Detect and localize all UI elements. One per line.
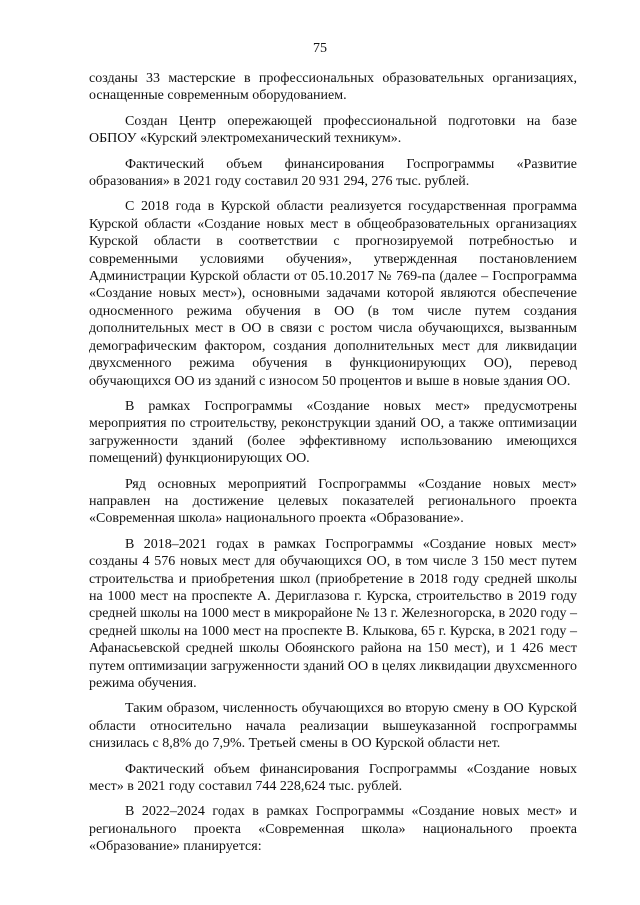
paragraph: В рамках Госпрограммы «Создание новых мест» предусмотрены мероприятия по строительству, реконструкции зданий ОО, а также оптимизации загруженности зданий (более эффективному использованию имеющихся помещений) функционирующих ОО. (89, 398, 577, 467)
page-number: 75 (313, 41, 327, 56)
paragraph: созданы 33 мастерские в профессиональных образовательных организациях, оснащенные современным оборудованием. (89, 71, 577, 104)
paragraph: Фактический объем финансирования Госпрограммы «Создание новых мест» в 2021 году составил 744 228,624 тыс. рублей. (89, 761, 577, 795)
paragraph: В 2022–2024 годах в рамках Госпрограммы «Создание новых мест» и регионального проекта «Современная школа» национального проекта «Образование» планируется: (89, 804, 577, 855)
paragraph: Создан Центр опережающей профессиональной подготовки на базе ОБПОУ «Курский электромеханический техникум». (89, 113, 577, 147)
paragraph: В 2018–2021 годах в рамках Госпрограммы «Создание новых мест» созданы 4 576 новых мест для обучающихся ОО, в том числе 3 150 мест путем строительства и приобретения школ (приобретение в 2018 году средней школы на 1000 мест на проспекте А. Дериглазова г. Курска, строительство в 2019 году средней школы на 1000 мест в микрорайоне № 13 г. Железногорска, в 2020 году – средней школы на 1000 мест на проспекте В. Клыкова, 65 г. Курска, в 2021 году – Афанасьевской средней школы Обоянского района на 150 мест), и 1 426 мест путем оптимизации загруженности зданий ОО в целях ликвидации двухсменного режима обучения. (89, 536, 577, 691)
document-body (89, 70, 577, 864)
paragraph: Ряд основных мероприятий Госпрограммы «Создание новых мест» направлен на достижение целевых показателей регионального проекта «Современная школа» национального проекта «Образование». (89, 476, 577, 527)
paragraph: С 2018 года в Курской области реализуется государственная программа Курской области «Создание новых мест в общеобразовательных организациях Курской области в соответствии с прогнозируемой потребностью и современными условиями обучения», утвержденная постановлением Администрации Курской области от 05.10.2017 № 769-па (далее – Госпрограмма «Создание новых мест»), основными задачами которой являются обеспечение односменного режима обучения в ОО (в том числе путем создания дополнительных мест в ОО в связи с ростом числа обучающихся, вызванным демографическим фактором, создания дополнительных мест для ликвидации двухсменного режима обучения в функционирующих ОО), перевод обучающихся ОО из зданий с износом 50 процентов и выше в новые здания ОО. (89, 199, 577, 389)
paragraph: Фактический объем финансирования Госпрограммы «Развитие образования» в 2021 году составил 20 931 294, 276 тыс. рублей. (89, 156, 577, 190)
paragraph: Таким образом, численность обучающихся во вторую смену в ОО Курской области относительно начала реализации вышеуказанной госпрограммы снизилась с 8,8% до 7,9%. Третьей смены в ОО Курской области нет. (89, 701, 577, 752)
